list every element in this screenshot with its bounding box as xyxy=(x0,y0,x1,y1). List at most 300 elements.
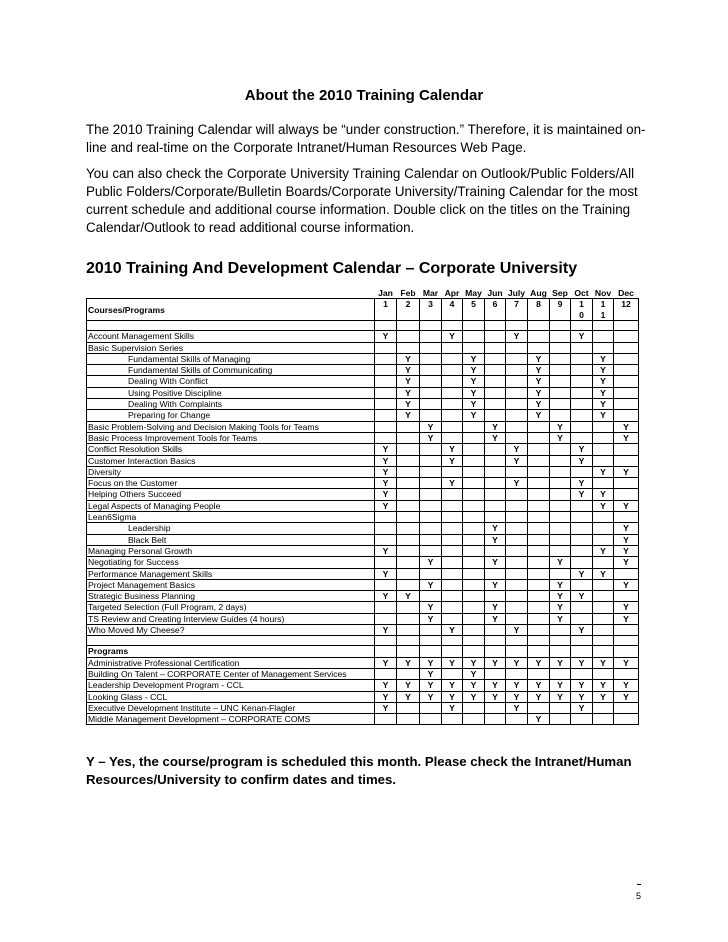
scheduled-mark: Y xyxy=(571,444,593,455)
empty-cell xyxy=(442,432,463,443)
empty-cell xyxy=(571,579,593,590)
scheduled-mark: Y xyxy=(614,613,639,624)
empty-cell xyxy=(397,602,420,613)
empty-cell xyxy=(571,399,593,410)
empty-cell xyxy=(375,421,397,432)
empty-cell xyxy=(442,646,463,657)
empty-cell xyxy=(442,579,463,590)
empty-cell xyxy=(593,321,614,331)
empty-cell xyxy=(442,545,463,556)
scheduled-mark: Y xyxy=(571,625,593,636)
course-name: TS Review and Creating Interview Guides (4 hours) xyxy=(87,613,375,624)
month-number: 1 xyxy=(375,299,397,321)
empty-cell xyxy=(528,455,550,466)
empty-cell xyxy=(442,602,463,613)
empty-cell xyxy=(593,455,614,466)
month-number: 1 1 xyxy=(593,299,614,321)
course-row xyxy=(87,613,639,624)
empty-cell xyxy=(442,353,463,364)
empty-cell xyxy=(420,387,442,398)
scheduled-mark: Y xyxy=(397,399,420,410)
empty-cell xyxy=(420,365,442,376)
empty-cell xyxy=(528,444,550,455)
course-row xyxy=(87,625,639,636)
empty-cell xyxy=(463,579,485,590)
empty-cell xyxy=(375,387,397,398)
empty-cell xyxy=(397,636,420,646)
empty-cell xyxy=(420,545,442,556)
empty-cell xyxy=(614,455,639,466)
month-number: 1 0 xyxy=(571,299,593,321)
course-name: Project Management Basics xyxy=(87,579,375,590)
empty-cell xyxy=(485,702,506,713)
empty-cell xyxy=(614,478,639,489)
scheduled-mark: Y xyxy=(528,657,550,668)
empty-cell xyxy=(614,410,639,421)
course-name: Strategic Business Planning xyxy=(87,591,375,602)
empty-cell xyxy=(397,668,420,679)
empty-cell xyxy=(375,557,397,568)
empty-cell xyxy=(593,478,614,489)
empty-cell xyxy=(614,568,639,579)
empty-cell xyxy=(397,478,420,489)
scheduled-mark: Y xyxy=(463,657,485,668)
empty-cell xyxy=(463,613,485,624)
scheduled-mark: Y xyxy=(593,376,614,387)
scheduled-mark: Y xyxy=(593,399,614,410)
empty-cell xyxy=(593,557,614,568)
empty-cell xyxy=(506,523,528,534)
empty-cell xyxy=(397,625,420,636)
empty-cell xyxy=(528,523,550,534)
empty-cell xyxy=(485,342,506,353)
scheduled-mark: Y xyxy=(614,523,639,534)
empty-cell xyxy=(397,331,420,342)
empty-cell xyxy=(463,432,485,443)
scheduled-mark: Y xyxy=(506,331,528,342)
empty-cell xyxy=(485,591,506,602)
empty-cell xyxy=(420,591,442,602)
empty-cell xyxy=(463,625,485,636)
scheduled-mark: Y xyxy=(550,691,571,702)
course-row xyxy=(87,331,639,342)
course-name: Account Management Skills xyxy=(87,331,375,342)
course-name: Fundamental Skills of Communicating xyxy=(87,365,375,376)
course-row xyxy=(87,466,639,477)
scheduled-mark: Y xyxy=(506,680,528,691)
empty-cell xyxy=(506,321,528,331)
empty-cell xyxy=(397,579,420,590)
scheduled-mark: Y xyxy=(550,657,571,668)
empty-cell xyxy=(593,668,614,679)
scheduled-mark: Y xyxy=(442,680,463,691)
scheduled-mark: Y xyxy=(485,421,506,432)
month-name-may: May xyxy=(465,288,482,298)
empty-cell xyxy=(442,410,463,421)
empty-cell xyxy=(375,714,397,725)
scheduled-mark: Y xyxy=(571,489,593,500)
empty-cell xyxy=(528,636,550,646)
empty-cell xyxy=(593,591,614,602)
empty-cell xyxy=(506,512,528,523)
empty-cell xyxy=(571,668,593,679)
program-name: Executive Development Institute – UNC Kenan-Flagler xyxy=(87,702,375,713)
program-name: Looking Glass - CCL xyxy=(87,691,375,702)
empty-cell xyxy=(593,602,614,613)
empty-cell xyxy=(593,331,614,342)
empty-cell xyxy=(506,399,528,410)
empty-cell xyxy=(550,444,571,455)
empty-cell xyxy=(506,534,528,545)
empty-cell xyxy=(397,500,420,511)
empty-cell xyxy=(397,646,420,657)
scheduled-mark: Y xyxy=(485,557,506,568)
scheduled-mark: Y xyxy=(442,478,463,489)
program-row xyxy=(87,668,639,679)
training-calendar-table xyxy=(86,288,639,725)
empty-cell xyxy=(528,545,550,556)
empty-cell xyxy=(397,512,420,523)
scheduled-mark: Y xyxy=(463,691,485,702)
empty-cell xyxy=(550,365,571,376)
month-name-dec: Dec xyxy=(618,288,634,298)
empty-cell xyxy=(593,523,614,534)
course-row xyxy=(87,579,639,590)
empty-cell xyxy=(397,466,420,477)
empty-cell xyxy=(528,478,550,489)
empty-cell xyxy=(571,466,593,477)
course-name: Preparing for Change xyxy=(87,410,375,421)
scheduled-mark: Y xyxy=(375,500,397,511)
course-name: Basic Problem-Solving and Decision Making Tools for Teams xyxy=(87,421,375,432)
scheduled-mark: Y xyxy=(442,455,463,466)
month-name-aug: Aug xyxy=(530,288,547,298)
empty-cell xyxy=(485,714,506,725)
empty-cell xyxy=(397,568,420,579)
empty-cell xyxy=(420,410,442,421)
empty-cell xyxy=(506,500,528,511)
month-number: 3 xyxy=(420,299,442,321)
empty-cell xyxy=(397,421,420,432)
programs-section-row xyxy=(87,646,639,657)
empty-cell xyxy=(463,702,485,713)
empty-cell xyxy=(506,466,528,477)
course-name: Negotiating for Success xyxy=(87,557,375,568)
scheduled-mark: Y xyxy=(463,680,485,691)
month-name-apr: Apr xyxy=(444,288,460,298)
empty-cell xyxy=(463,568,485,579)
scheduled-mark: Y xyxy=(485,523,506,534)
course-row xyxy=(87,602,639,613)
empty-cell xyxy=(442,591,463,602)
empty-cell xyxy=(375,579,397,590)
course-row xyxy=(87,421,639,432)
scheduled-mark: Y xyxy=(550,680,571,691)
empty-cell xyxy=(485,365,506,376)
scheduled-mark: Y xyxy=(550,557,571,568)
scheduled-mark: Y xyxy=(375,331,397,342)
empty-cell xyxy=(550,466,571,477)
header-spacer xyxy=(87,288,375,299)
course-name: Dealing With Conflict xyxy=(87,376,375,387)
empty-cell xyxy=(442,557,463,568)
scheduled-mark: Y xyxy=(593,500,614,511)
empty-cell xyxy=(528,466,550,477)
scheduled-mark: Y xyxy=(550,421,571,432)
empty-cell xyxy=(593,636,614,646)
empty-cell xyxy=(485,478,506,489)
empty-cell xyxy=(571,353,593,364)
empty-cell xyxy=(442,512,463,523)
empty-cell xyxy=(397,702,420,713)
scheduled-mark: Y xyxy=(442,331,463,342)
scheduled-mark: Y xyxy=(550,591,571,602)
outlook-paragraph: You can also check the Corporate University Training Calendar on Outlook/Public Folders/All Public Folders/Corporate/Bulletin Boards/Corporate University/Training Calendar for the most current schedule and additional course information. Double click on the titles on the Training Calendar/Outlook to read additional course information. xyxy=(86,166,638,235)
empty-cell xyxy=(485,410,506,421)
empty-cell xyxy=(528,500,550,511)
empty-cell xyxy=(375,410,397,421)
empty-cell xyxy=(420,478,442,489)
scheduled-mark: Y xyxy=(528,410,550,421)
scheduled-mark: Y xyxy=(593,466,614,477)
course-row xyxy=(87,399,639,410)
program-row xyxy=(87,691,639,702)
empty-cell xyxy=(375,376,397,387)
scheduled-mark: Y xyxy=(485,680,506,691)
empty-cell xyxy=(442,365,463,376)
scheduled-mark: Y xyxy=(420,657,442,668)
calendar-title: 2010 Training And Development Calendar – Corporate University xyxy=(86,260,578,277)
scheduled-mark: Y xyxy=(420,432,442,443)
month-name-mar: Mar xyxy=(422,288,439,298)
scheduled-mark: Y xyxy=(485,602,506,613)
empty-cell xyxy=(420,636,442,646)
empty-cell xyxy=(397,714,420,725)
scheduled-mark: Y xyxy=(397,365,420,376)
empty-cell xyxy=(442,523,463,534)
scheduled-mark: Y xyxy=(397,353,420,364)
empty-cell xyxy=(550,331,571,342)
empty-cell xyxy=(593,444,614,455)
empty-cell xyxy=(442,500,463,511)
scheduled-mark: Y xyxy=(614,691,639,702)
empty-cell xyxy=(528,512,550,523)
empty-cell xyxy=(593,702,614,713)
empty-cell xyxy=(442,421,463,432)
scheduled-mark: Y xyxy=(420,668,442,679)
course-name: Targeted Selection (Full Program, 2 days) xyxy=(87,602,375,613)
month-names-row xyxy=(87,288,639,299)
programs-section-label: Programs xyxy=(87,646,375,657)
empty-cell xyxy=(506,613,528,624)
scheduled-mark: Y xyxy=(420,680,442,691)
month-number: 8 xyxy=(528,299,550,321)
empty-cell xyxy=(485,387,506,398)
empty-cell xyxy=(550,376,571,387)
empty-cell xyxy=(420,466,442,477)
empty-cell xyxy=(593,421,614,432)
empty-cell xyxy=(614,512,639,523)
empty-cell xyxy=(463,489,485,500)
month-name-jun: Jun xyxy=(487,288,503,298)
scheduled-mark: Y xyxy=(506,691,528,702)
empty-cell xyxy=(506,602,528,613)
empty-cell xyxy=(528,331,550,342)
scheduled-mark: Y xyxy=(442,691,463,702)
empty-cell xyxy=(571,636,593,646)
empty-cell xyxy=(420,353,442,364)
empty-cell xyxy=(375,523,397,534)
empty-cell xyxy=(397,455,420,466)
scheduled-mark: Y xyxy=(397,691,420,702)
empty-cell xyxy=(485,489,506,500)
scheduled-mark: Y xyxy=(614,545,639,556)
scheduled-mark: Y xyxy=(593,691,614,702)
month-number: 2 xyxy=(397,299,420,321)
empty-cell xyxy=(506,636,528,646)
empty-cell xyxy=(614,353,639,364)
course-name: Customer Interaction Basics xyxy=(87,455,375,466)
program-row xyxy=(87,714,639,725)
empty-cell xyxy=(420,534,442,545)
empty-cell xyxy=(593,534,614,545)
empty-cell xyxy=(593,512,614,523)
empty-cell xyxy=(485,636,506,646)
empty-cell xyxy=(528,579,550,590)
scheduled-mark: Y xyxy=(442,657,463,668)
empty-cell xyxy=(375,602,397,613)
month-name-sep: Sep xyxy=(552,288,568,298)
empty-cell xyxy=(463,466,485,477)
scheduled-mark: Y xyxy=(463,353,485,364)
scheduled-mark: Y xyxy=(397,591,420,602)
course-name: Dealing With Complaints xyxy=(87,399,375,410)
empty-cell xyxy=(550,455,571,466)
program-row xyxy=(87,657,639,668)
course-row xyxy=(87,534,639,545)
empty-cell xyxy=(442,466,463,477)
empty-cell xyxy=(550,714,571,725)
empty-cell xyxy=(420,342,442,353)
empty-cell xyxy=(420,523,442,534)
empty-cell xyxy=(571,613,593,624)
empty-cell xyxy=(571,512,593,523)
empty-cell xyxy=(550,646,571,657)
empty-cell xyxy=(397,432,420,443)
scheduled-mark: Y xyxy=(463,410,485,421)
scheduled-mark: Y xyxy=(375,702,397,713)
empty-cell xyxy=(442,376,463,387)
empty-cell xyxy=(571,500,593,511)
column-header-courses: Courses/Programs xyxy=(87,299,375,321)
program-name: Leadership Development Program - CCL xyxy=(87,680,375,691)
scheduled-mark: Y xyxy=(375,657,397,668)
empty-cell xyxy=(506,432,528,443)
empty-cell xyxy=(528,489,550,500)
scheduled-mark: Y xyxy=(375,625,397,636)
empty-cell xyxy=(550,353,571,364)
empty-cell xyxy=(463,342,485,353)
empty-cell xyxy=(528,668,550,679)
course-name: Legal Aspects of Managing People xyxy=(87,500,375,511)
scheduled-mark: Y xyxy=(550,602,571,613)
scheduled-mark: Y xyxy=(571,568,593,579)
scheduled-mark: Y xyxy=(463,668,485,679)
scheduled-mark: Y xyxy=(614,500,639,511)
scheduled-mark: Y xyxy=(528,353,550,364)
empty-cell xyxy=(571,376,593,387)
course-row xyxy=(87,557,639,568)
empty-cell xyxy=(614,376,639,387)
empty-cell xyxy=(571,365,593,376)
empty-cell xyxy=(442,342,463,353)
scheduled-mark: Y xyxy=(528,365,550,376)
scheduled-mark: Y xyxy=(375,455,397,466)
empty-cell xyxy=(397,489,420,500)
empty-cell xyxy=(375,646,397,657)
empty-cell xyxy=(420,444,442,455)
scheduled-mark: Y xyxy=(485,657,506,668)
empty-cell xyxy=(375,321,397,331)
empty-cell xyxy=(571,534,593,545)
scheduled-mark: Y xyxy=(442,444,463,455)
course-name: Who Moved My Cheese? xyxy=(87,625,375,636)
empty-cell xyxy=(614,702,639,713)
empty-cell xyxy=(614,444,639,455)
course-name: Performance Management Skills xyxy=(87,568,375,579)
empty-cell xyxy=(375,353,397,364)
scheduled-mark: Y xyxy=(485,579,506,590)
scheduled-mark: Y xyxy=(375,478,397,489)
empty-cell xyxy=(506,421,528,432)
course-row xyxy=(87,365,639,376)
empty-cell xyxy=(442,399,463,410)
scheduled-mark: Y xyxy=(375,545,397,556)
course-row xyxy=(87,512,639,523)
empty-cell xyxy=(593,613,614,624)
empty-cell xyxy=(485,444,506,455)
scheduled-mark: Y xyxy=(528,399,550,410)
month-number: 12 xyxy=(614,299,639,321)
empty-cell xyxy=(550,489,571,500)
scheduled-mark: Y xyxy=(614,421,639,432)
course-row xyxy=(87,342,639,353)
empty-cell xyxy=(528,557,550,568)
scheduled-mark: Y xyxy=(485,613,506,624)
scheduled-mark: Y xyxy=(506,444,528,455)
scheduled-mark: Y xyxy=(506,455,528,466)
empty-cell xyxy=(593,625,614,636)
empty-cell xyxy=(550,512,571,523)
course-row xyxy=(87,376,639,387)
empty-cell xyxy=(463,455,485,466)
empty-cell xyxy=(571,646,593,657)
empty-cell xyxy=(550,668,571,679)
scheduled-mark: Y xyxy=(593,568,614,579)
intro-paragraph: The 2010 Training Calendar will always be “under construction.” Therefore, it is maintained on-line and real-time on the Corporate Intranet/Human Resources Web Page. xyxy=(86,122,646,155)
page-number: 5 xyxy=(636,891,642,901)
month-number: 4 xyxy=(442,299,463,321)
empty-cell xyxy=(614,399,639,410)
empty-cell xyxy=(593,714,614,725)
empty-cell xyxy=(528,625,550,636)
empty-cell xyxy=(550,523,571,534)
scheduled-mark: Y xyxy=(550,579,571,590)
scheduled-mark: Y xyxy=(375,680,397,691)
scheduled-mark: Y xyxy=(375,466,397,477)
month-name-oct: Oct xyxy=(574,288,589,298)
empty-cell xyxy=(420,455,442,466)
